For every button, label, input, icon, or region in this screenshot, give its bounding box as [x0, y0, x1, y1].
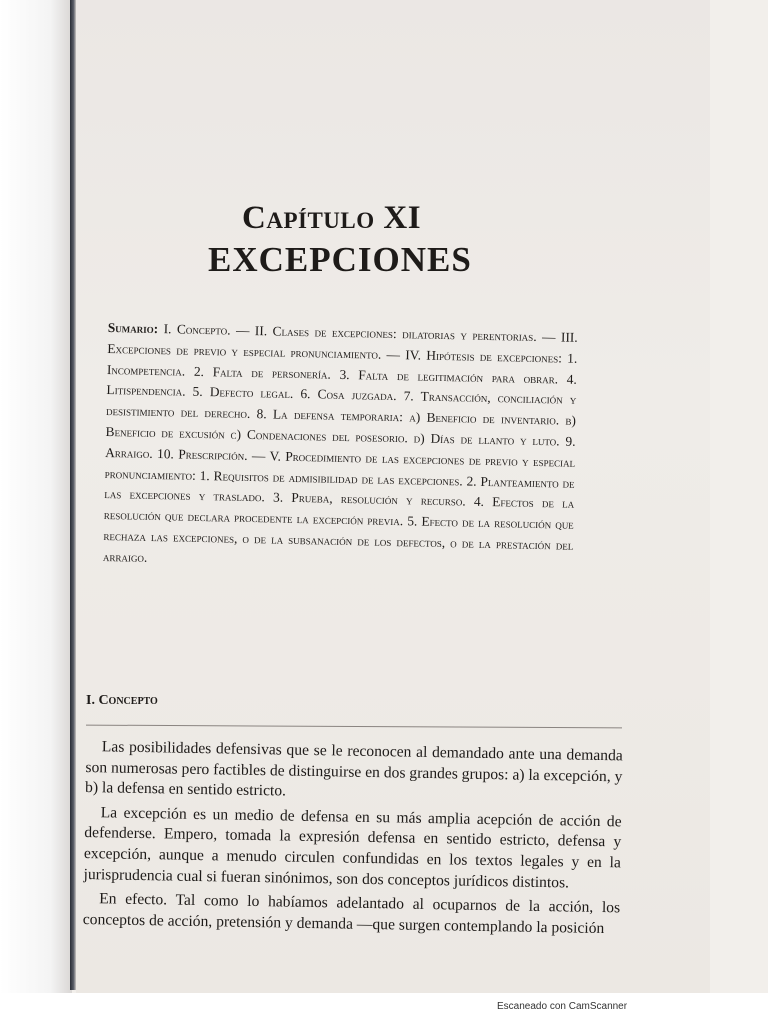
paragraph: En efecto. Tal como lo habíamos adelantado al ocuparnos de la acción, los conceptos de acción, pretensión y demanda —que surgen contemplando la posición — [82, 890, 621, 937]
summary-text: I. Concepto. — II. Clases de excepciones: dilatorias y perentorias. — III. Excepciones de previo y especial pronunciamiento. — IV. Hipótesis de excepciones: 1. Incompetencia. 2. Falta de personería. 3. Falta de legitimación para obrar. 4. Litispendencia. 5. Defecto legal. 6. Cosa juzgada. 7. Transacción, conciliación y desistimiento del derecho. 8. La defensa temporaria: a) Beneficio de inventario. b) Beneficio de excusión c) Condenaciones del posesorio. d) Días de llanto y luto. 9. Arraigo. 10. Prescripción. — V. Procedimiento de las excepciones de previo y especial pronunciamiento: 1. Requisitos de admisibilidad de las excepciones. 2. Planteamiento de las excepciones y traslado. 3. Prueba, resolución y recurso. 4. Efectos de la resolución que declara procedente la excepción previa. 5. Efecto de la resolución que rechaza las excepciones, o de la subsanación de los defectos, o de la prestación del arraigo. — [102, 321, 578, 565]
scan-left-margin — [0, 0, 72, 1000]
paragraph: La excepción es un medio de defensa en su más amplia acepción de acción de defenderse. Empero, tomada la expresión defensa en sentido estricto, defensa y excepción, aunque a menudo circulen confundidas en los textos legales y en la jurisprudencia cual si fueran sinónimos, son dos conceptos jurídicos distintos. — [83, 804, 622, 892]
summary-label: Sumario: — [107, 319, 159, 337]
scan-footer — [0, 993, 768, 1024]
scanner-watermark: Escaneado con CamScanner — [497, 1001, 628, 1012]
chapter-summary — [103, 318, 578, 577]
paragraph: Las posibilidades defensivas que se le reconocen al demandado ante una demanda son numerosas pero factibles de distinguirse en dos grandes grupos: a) la excepción, y b) la defensa en sentido estricto. — [84, 738, 623, 800]
chapter-subtitle: EXCEPCIONES — [208, 240, 472, 279]
section-heading: I. Concepto — [86, 693, 158, 708]
body-text — [83, 737, 623, 944]
chapter-title: Capítulo XI — [242, 200, 422, 236]
